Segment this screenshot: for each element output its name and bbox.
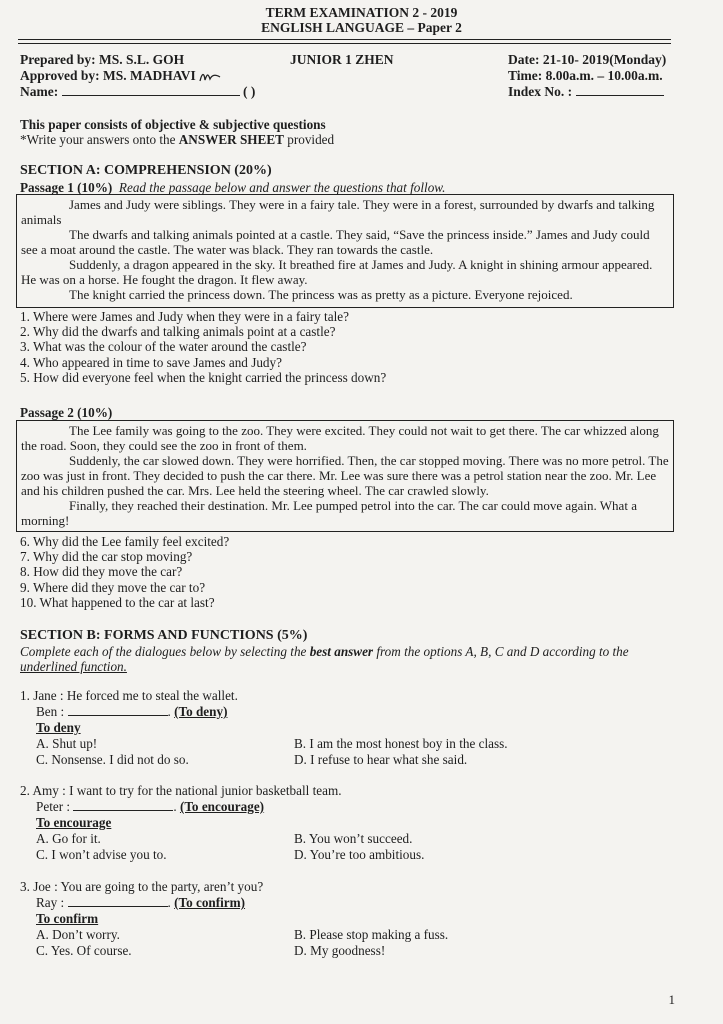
question-item: 2. Why did the dwarfs and talking animals point at a castle? bbox=[20, 324, 336, 340]
meta-left bbox=[20, 52, 255, 100]
page-number: 1 bbox=[668, 992, 675, 1007]
option-a: A. Shut up! bbox=[36, 736, 98, 751]
meta-right bbox=[508, 52, 666, 100]
option-a: A. Don’t worry. bbox=[36, 927, 120, 942]
passage1-heading bbox=[20, 180, 445, 195]
answer-blank bbox=[73, 799, 173, 811]
passage2-paragraph: The Lee family was going to the zoo. They were excited. They could not wait to get there. The car whizzed along the road. Soon, they could see the zoo in front of them. bbox=[21, 423, 659, 453]
dialogue-speaker: Ben : bbox=[36, 704, 65, 719]
question-item: 4. Who appeared in time to save James and Judy? bbox=[20, 354, 282, 370]
option-b: B. I am the most honest boy in the class. bbox=[294, 736, 508, 751]
question-item: 1. Where were James and Judy when they were in a fairy tale? bbox=[20, 309, 349, 324]
exam-header bbox=[0, 5, 723, 35]
dialogue-function-paren: (To deny) bbox=[174, 704, 228, 719]
index-row bbox=[508, 84, 666, 100]
section-b-title: SECTION B: FORMS AND FUNCTIONS (5%) bbox=[20, 628, 308, 643]
option-c: C. Nonsense. I did not do so. bbox=[36, 752, 189, 767]
header-rule-bottom bbox=[18, 43, 671, 44]
options-grid bbox=[20, 831, 660, 863]
function-label: To deny bbox=[36, 720, 81, 735]
question-item: 10. What happened to the car at last? bbox=[20, 594, 215, 610]
option-a: A. Go for it. bbox=[36, 831, 101, 846]
passage2-questions bbox=[20, 534, 229, 610]
answer-blank bbox=[68, 704, 168, 716]
question-item: 3. What was the colour of the water around the castle? bbox=[20, 339, 307, 355]
index-blank bbox=[576, 84, 664, 96]
section-b-intro bbox=[20, 644, 670, 674]
option-c: C. I won’t advise you to. bbox=[36, 847, 167, 862]
function-label: To confirm bbox=[36, 911, 99, 926]
section-b-intro-c: from the options A, B, C and D according to the bbox=[373, 644, 629, 659]
option-d: D. I refuse to hear what she said. bbox=[294, 752, 468, 767]
option-b: B. Please stop making a fuss. bbox=[294, 927, 449, 942]
passage2-paragraph: Suddenly, the car slowed down. They were horrified. Then, the car stopped moving. There was no more petrol. The zoo was just in front. They decided to push the car there. Mr. Lee was sure there was a petrol station near the zoo. Mr. Lee and his children pushed the car. Mrs. Lee held the steering wheel. The car crawled slowly. bbox=[21, 453, 669, 498]
option-c: C. Yes. Of course. bbox=[36, 943, 132, 958]
question-item: 7. Why did the car stop moving? bbox=[20, 549, 193, 565]
passage1-paragraph: James and Judy were siblings. They were in a fairy tale. They were in a forest, surrounded by dwarfs and talking animals bbox=[21, 197, 655, 227]
options-grid bbox=[20, 736, 660, 768]
name-paren: ( ) bbox=[242, 84, 256, 99]
section-a-title: SECTION A: COMPREHENSION (20%) bbox=[20, 163, 272, 178]
paper-info-line2-prefix: *Write your answers onto the bbox=[20, 132, 179, 147]
passage2-paragraph: Finally, they reached their destination. Mr. Lee pumped petrol into the car. The car could move again. What a morning! bbox=[21, 498, 637, 528]
question-item: 9. Where did they move the car to? bbox=[20, 579, 206, 595]
name-blank bbox=[62, 84, 240, 96]
exam-subtitle: ENGLISH LANGUAGE – Paper 2 bbox=[261, 20, 462, 35]
name-row bbox=[20, 84, 255, 100]
exam-title: TERM EXAMINATION 2 - 2019 bbox=[265, 5, 458, 20]
passage2-box bbox=[16, 420, 674, 532]
paper-info-line2 bbox=[20, 132, 334, 147]
header-rule-top bbox=[18, 39, 671, 40]
option-d: D. My goodness! bbox=[294, 943, 386, 958]
question-item: 8. How did they move the car? bbox=[20, 564, 183, 580]
question-item: 5. How did everyone feel when the knight carried the princess down? bbox=[20, 369, 387, 385]
passage1-box bbox=[16, 194, 674, 308]
passage1-instruction: Read the passage below and answer the questions that follow. bbox=[118, 180, 446, 195]
name-label: Name: bbox=[20, 84, 59, 99]
answer-blank bbox=[68, 895, 168, 907]
dialogue-speaker: Ray : bbox=[36, 895, 65, 910]
dialogue-line1: 3. Joe : You are going to the party, aren’t you? bbox=[20, 879, 264, 894]
option-d: D. You’re too ambitious. bbox=[294, 847, 425, 862]
paper-info-line1: This paper consists of objective & subjective questions bbox=[20, 117, 326, 132]
section-b-intro-best: best answer bbox=[309, 644, 374, 659]
approved-by-row bbox=[20, 68, 255, 84]
dialogue-3 bbox=[20, 879, 660, 959]
dialogue-line2: Ben : . (To deny) bbox=[36, 704, 228, 719]
function-label: To encourage bbox=[36, 815, 112, 830]
paper-info-line2-suffix: provided bbox=[283, 132, 335, 147]
question-item: 6. Why did the Lee family feel excited? bbox=[20, 534, 230, 549]
passage1-label: Passage 1 (10%) bbox=[20, 180, 113, 195]
dialogue-speaker: Peter : bbox=[36, 799, 71, 814]
exam-time: Time: 8.00a.m. – 10.00a.m. bbox=[508, 68, 663, 83]
passage1-questions bbox=[20, 309, 386, 385]
passage1-paragraph: Suddenly, a dragon appeared in the sky. It breathed fire at James and Judy. A knight in shining armour appeared. He was on a horse. He fought the dragon. It flew away. bbox=[21, 257, 653, 287]
paper-info bbox=[20, 117, 334, 147]
paper-info-answer-sheet: ANSWER SHEET bbox=[178, 132, 284, 147]
dialogue-line2: Peter : . (To encourage) bbox=[36, 799, 265, 814]
dialogue-2 bbox=[20, 783, 660, 863]
passage1-paragraph: The dwarfs and talking animals pointed at a castle. They said, “Save the princess inside.” James and Judy could see a moat around the castle. The water was black. They ran towards the castle. bbox=[21, 227, 650, 257]
option-b: B. You won’t succeed. bbox=[294, 831, 413, 846]
approved-by: Approved by: MS. MADHAVI bbox=[20, 68, 196, 83]
index-label: Index No. : bbox=[508, 84, 573, 99]
prepared-by: Prepared by: MS. S.L. GOH bbox=[20, 52, 185, 67]
section-b-intro-a: Complete each of the dialogues below by selecting the bbox=[20, 644, 310, 659]
signature-mark bbox=[199, 71, 221, 83]
options-grid bbox=[20, 927, 660, 959]
dialogue-function-paren: (To encourage) bbox=[179, 799, 265, 814]
dialogue-line1: 1. Jane : He forced me to steal the wallet. bbox=[20, 688, 238, 703]
passage1-paragraph: The knight carried the princess down. The princess was as pretty as a picture. Everyone rejoiced. bbox=[69, 287, 573, 302]
dialogue-function-paren: (To confirm) bbox=[174, 895, 246, 910]
exam-date: Date: 21-10- 2019(Monday) bbox=[508, 52, 667, 67]
dialogue-line2: Ray : . (To confirm) bbox=[36, 895, 246, 910]
class-name: JUNIOR 1 ZHEN bbox=[290, 52, 394, 67]
passage2-label: Passage 2 (10%) bbox=[20, 405, 113, 420]
section-b-intro-underlined: underlined function. bbox=[20, 659, 127, 674]
dialogue-line1: 2. Amy : I want to try for the national junior basketball team. bbox=[20, 783, 342, 798]
dialogue-1 bbox=[20, 688, 660, 768]
